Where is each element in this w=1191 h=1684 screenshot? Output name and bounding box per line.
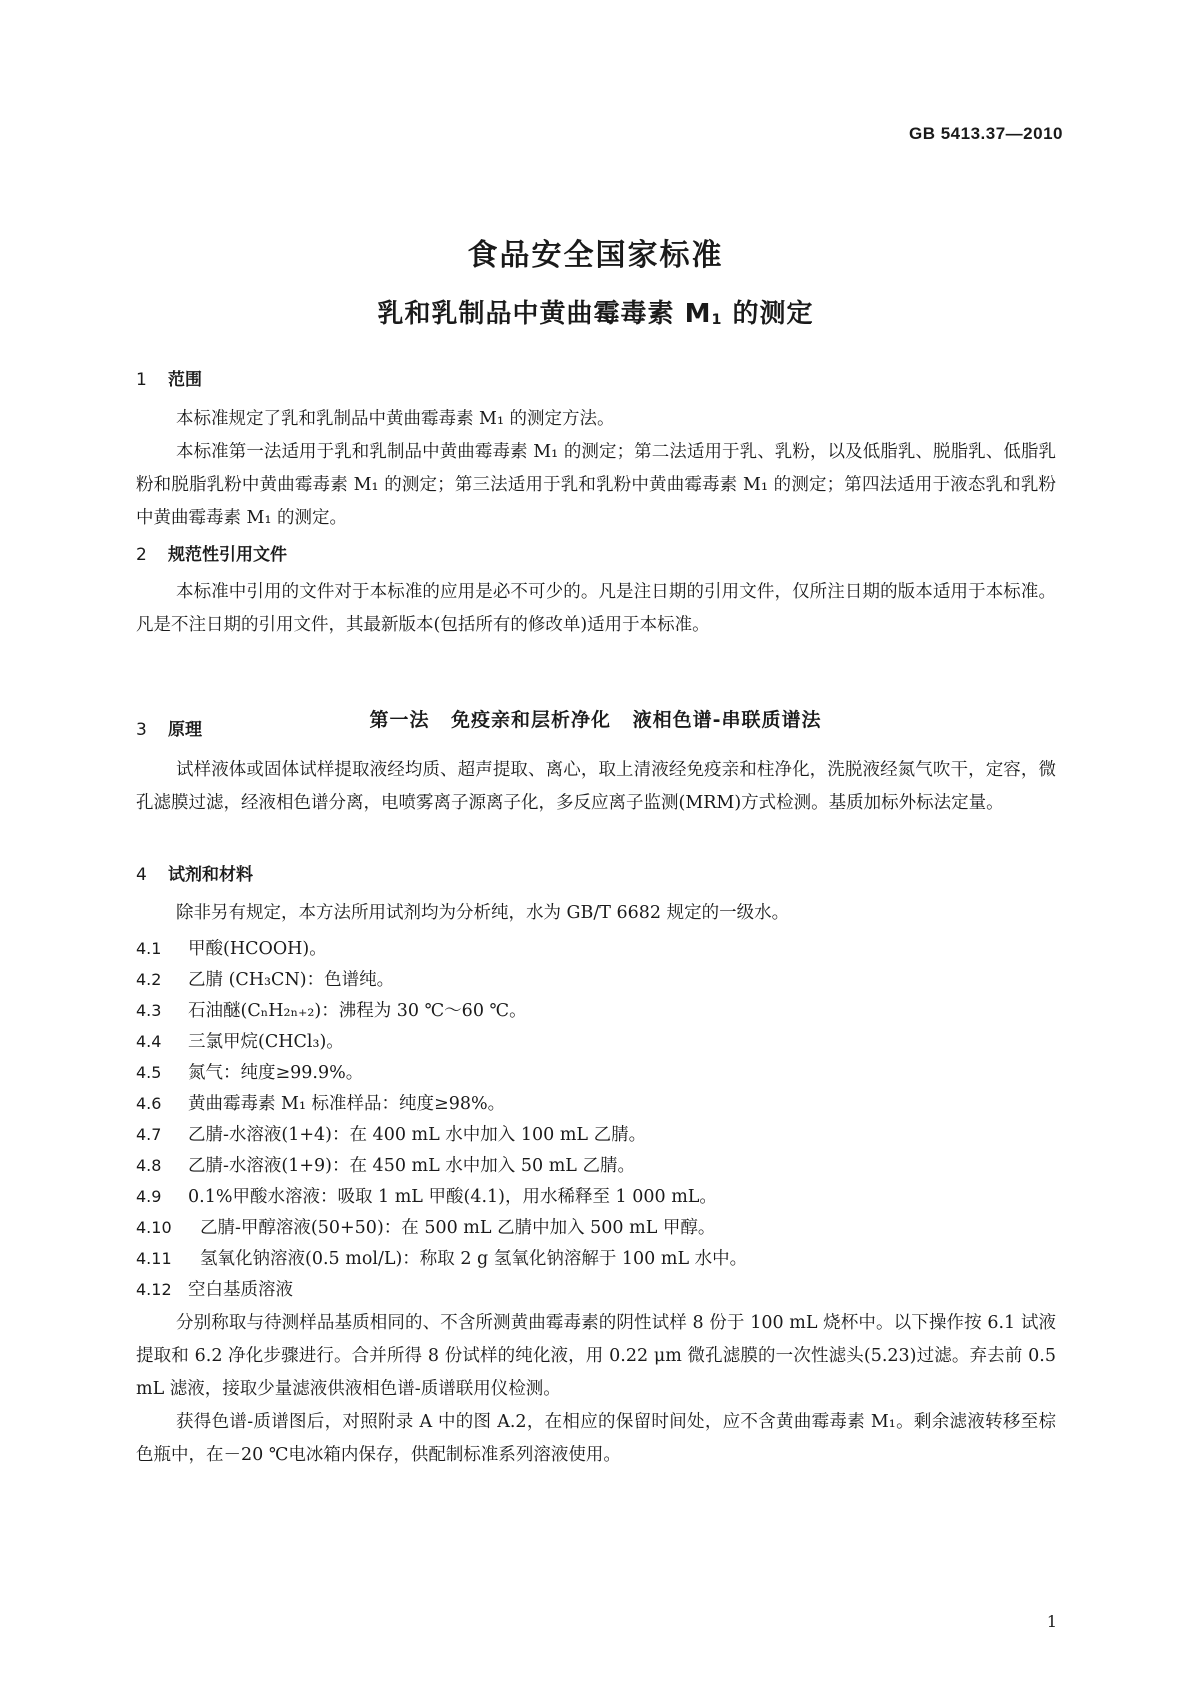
- list-item: 4.7 乙腈-水溶液(1+4)：在 400 mL 水中加入 100 mL 乙腈。: [136, 1125, 647, 1145]
- section-heading-scope: 1 范围: [136, 370, 202, 390]
- list-item: 4.6 黄曲霉毒素 M₁ 标准样品：纯度≥98%。: [136, 1094, 506, 1114]
- section-heading-normative-references: 2 规范性引用文件: [136, 545, 287, 565]
- list-item: 4.10 乙腈-甲醇溶液(50+50)：在 500 mL 乙腈中加入 500 mL 甲醇。: [136, 1218, 716, 1238]
- list-item: 4.5 氮气：纯度≥99.9%。: [136, 1063, 364, 1083]
- list-item: 4.3 石油醚(CₙH₂ₙ₊₂)：沸程为 30 ℃～60 ℃。: [136, 1001, 527, 1021]
- document-title: 食品安全国家标准: [467, 238, 724, 273]
- page-number: 1: [1046, 1612, 1057, 1631]
- method-title: 第一法 免疫亲和层析净化 液相色谱-串联质谱法: [369, 709, 822, 731]
- scope-paragraph: 本标准规定了乳和乳制品中黄曲霉毒素 M₁ 的测定方法。: [176, 409, 615, 429]
- list-item: 4.4 三氯甲烷(CHCl₃)。: [136, 1032, 344, 1052]
- list-item: 4.2 乙腈 (CH₃CN)：色谱纯。: [136, 970, 395, 990]
- list-item: 4.8 乙腈-水溶液(1+9)：在 450 mL 水中加入 50 mL 乙腈。: [136, 1156, 635, 1176]
- principle-paragraph: 试样液体或固体试样提取液经均质、超声提取、离心，取上清液经免疫亲和柱净化，洗脱液经氮气吹干，定容，微孔滤膜过滤，经液相色谱分离，电喷雾离子源离子化，多反应离子监测(MRM)方式检测。基质加标外标法定量。: [136, 760, 1056, 813]
- list-item: 4.1 甲酸(HCOOH)。: [136, 939, 327, 959]
- reagents-intro: 除非另有规定，本方法所用试剂均为分析纯，水为 GB/T 6682 规定的一级水。: [176, 903, 790, 923]
- section-heading-principle: 3 原理: [136, 720, 202, 740]
- blank-matrix-paragraph: 获得色谱-质谱图后，对照附录 A 中的图 A.2，在相应的保留时间处，应不含黄曲霉毒素 M₁。剩余滤液转移至棕色瓶中，在－20 ℃电冰箱内保存，供配制标准系列溶液使用。: [136, 1412, 1056, 1465]
- list-item: 4.9 0.1%甲酸水溶液：吸取 1 mL 甲酸(4.1)，用水稀释至 1 000 mL。: [136, 1187, 717, 1207]
- document-subtitle: 乳和乳制品中黄曲霉毒素 $M_1$ 的测定: [377, 299, 814, 329]
- list-item: 4.11 氢氧化钠溶液(0.5 mol/L)：称取 2 g 氢氧化钠溶解于 100 mL 水中。: [136, 1249, 748, 1269]
- scope-paragraph: 本标准第一法适用于乳和乳制品中黄曲霉毒素 M₁ 的测定；第二法适用于乳、乳粉，以及低脂乳、脱脂乳、低脂乳粉和脱脂乳粉中黄曲霉毒素 M₁ 的测定；第三法适用于乳和乳粉中黄曲霉毒素 M₁ 的测定；第四法适用于液态乳和乳粉中黄曲霉毒素 M₁ 的测定。: [136, 442, 1056, 528]
- standard-code: GB 5413.37—2010: [909, 124, 1063, 143]
- list-item: 4.12 空白基质溶液: [136, 1280, 293, 1300]
- references-paragraph: 本标准中引用的文件对于本标准的应用是必不可少的。凡是注日期的引用文件，仅所注日期的版本适用于本标准。凡是不注日期的引用文件，其最新版本(包括所有的修改单)适用于本标准。: [136, 582, 1056, 635]
- blank-matrix-paragraph: 分别称取与待测样品基质相同的、不含所测黄曲霉毒素的阴性试样 8 份于 100 mL 烧杯中。以下操作按 6.1 试液提取和 6.2 净化步骤进行。合并所得 8 份试样的纯化液，用 0.22 μm 微孔滤膜的一次性滤头(5.23)过滤。弃去前 0.5 mL 滤液，接取少量滤液供液相色谱-质谱联用仪检测。: [136, 1313, 1056, 1399]
- section-heading-reagents: 4 试剂和材料: [136, 865, 253, 885]
